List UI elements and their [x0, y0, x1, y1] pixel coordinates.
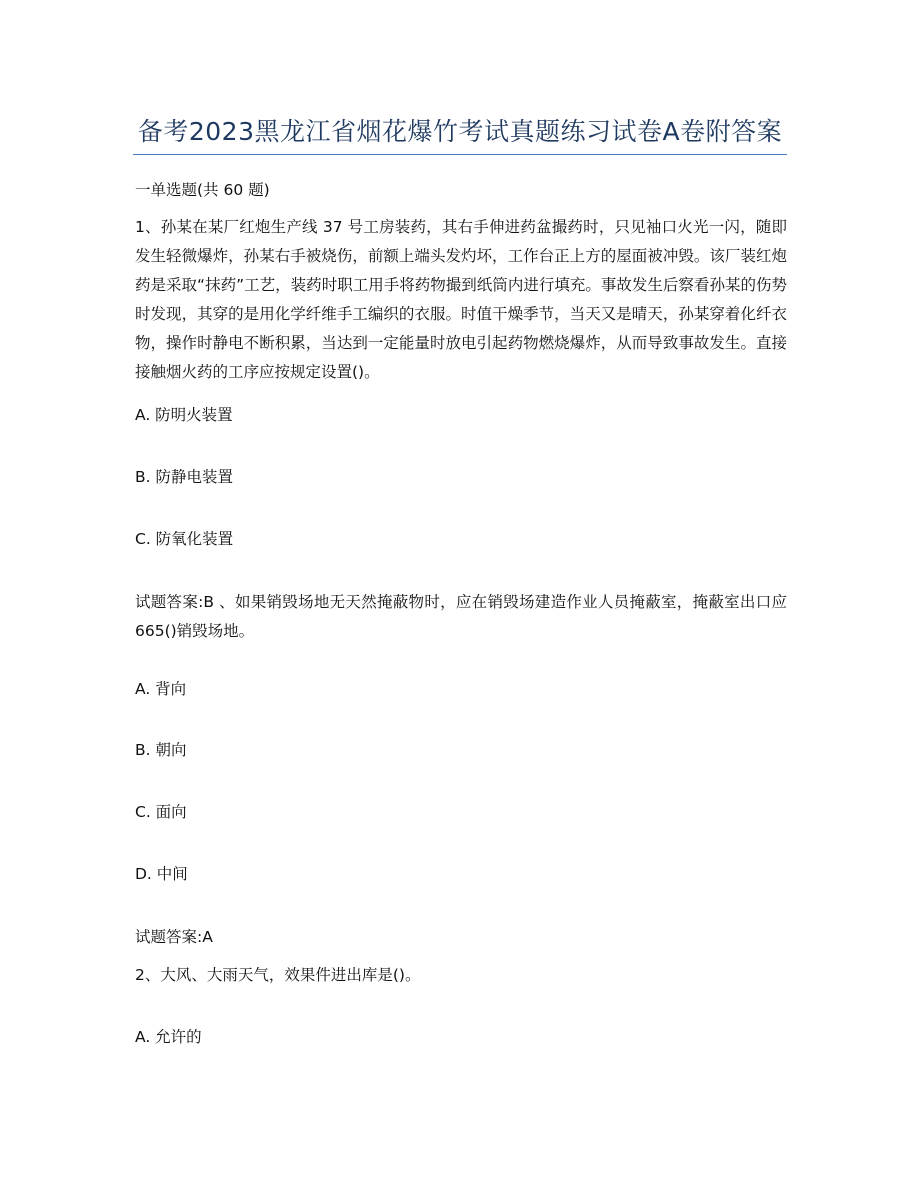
question-2-option-a: A. 允许的 [135, 1028, 202, 1046]
question-option-d: D. 中间 [135, 865, 188, 883]
question-1-text: 1、孙某在某厂红炮生产线 37 号工房装药，其右手伸进药盆撮药时，只见袖口火光一闪，随即发生轻微爆炸，孙某右手被烧伤，前额上端头发灼坏，工作台正上方的屋面被冲毁。该厂装红炮药是采取“抹药”工艺，装药时职工用手将药物撮到纸筒内进行填充。事故发生后察看孙某的伤势时发现，其穿的是用化学纤维手工编织的衣服。时值干燥季节，当天又是晴天，孙某穿着化纤衣物，操作时静电不断积累，当达到一定能量时放电引起药物燃烧爆炸，从而导致事故发生。直接接触烟火药的工序应按规定设置()。 [135, 218, 787, 381]
question-1-answer: 试题答案:B 、如果销毁场地无天然掩蔽物时，应在销毁场建造作业人员掩蔽室，掩蔽室出口应 665()销毁场地。 [135, 593, 787, 640]
question-option-b: B. 朝向 [135, 741, 187, 759]
question-answer: 试题答案:A [135, 928, 213, 946]
question-2-text: 2、大风、大雨天气，效果件进出库是()。 [135, 966, 421, 984]
question-1-option-b: B. 防静电装置 [135, 468, 233, 486]
document-title: 备考2023黑龙江省烟花爆竹考试真题练习试卷A卷附答案 [137, 117, 783, 146]
section-heading: 一单选题(共 60 题) [135, 181, 270, 199]
question-option-a: A. 背向 [135, 680, 187, 698]
title-divider [133, 154, 787, 155]
question-option-c: C. 面向 [135, 803, 187, 821]
question-1-option-a: A. 防明火装置 [135, 406, 233, 424]
question-1-option-c: C. 防氧化装置 [135, 530, 234, 548]
